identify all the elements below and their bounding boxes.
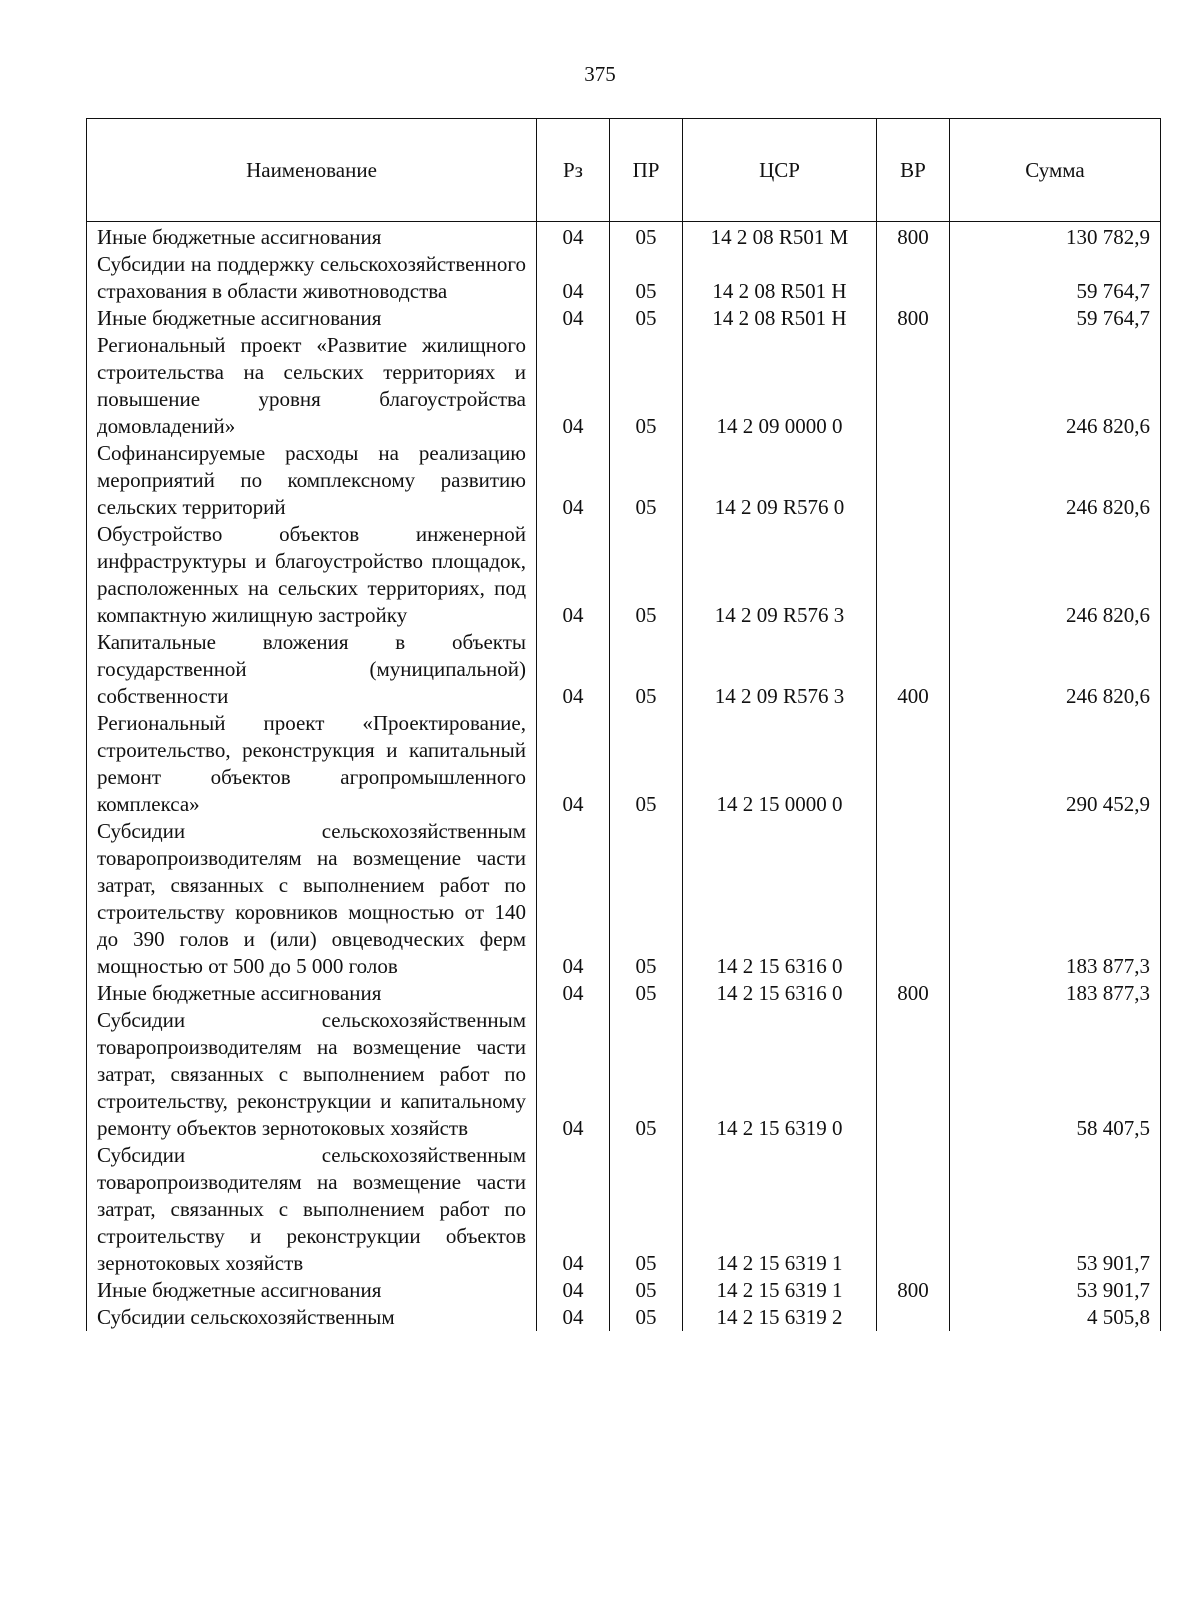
row-name: Софинансируемые расходы на реализацию мероприятий по комплексному развитию сельских территорий: [87, 440, 537, 521]
row-pr: 05: [610, 629, 683, 710]
row-csr: 14 2 15 6319 1: [683, 1277, 877, 1304]
row-name: Региональный проект «Проектирование, строительство, реконструкция и капитальный ремонт объектов агропромышленного комплекса»: [87, 710, 537, 818]
row-csr: 14 2 09 R576 3: [683, 629, 877, 710]
table-row: [87, 332, 1161, 440]
row-name: Субсидии сельскохозяйственным товаропроизводителям на возмещение части затрат, связанных с выполнением работ по строительству коровников мощностью от 140 до 390 голов и (или) овцеводческих ферм мощностью от 500 до 5 000 голов: [87, 818, 537, 980]
row-rz: 04: [537, 305, 610, 332]
header-csr: ЦСР: [683, 119, 877, 222]
row-sum: 246 820,6: [950, 629, 1161, 710]
table-row: [87, 1142, 1161, 1277]
row-name: Капитальные вложения в объекты государственной (муниципальной) собственности: [87, 629, 537, 710]
row-rz: 04: [537, 710, 610, 818]
row-csr: 14 2 15 6316 0: [683, 980, 877, 1007]
row-rz: 04: [537, 1277, 610, 1304]
row-vr: 400: [877, 629, 950, 710]
row-pr: 05: [610, 251, 683, 305]
table-header: [87, 119, 1161, 222]
row-csr: 14 2 08 R501 H: [683, 305, 877, 332]
table-row: [87, 629, 1161, 710]
header-row: [87, 119, 1161, 222]
row-pr: 05: [610, 305, 683, 332]
row-vr: [877, 440, 950, 521]
row-name: Субсидии сельскохозяйственным: [87, 1304, 537, 1331]
row-sum: 59 764,7: [950, 251, 1161, 305]
row-vr: [877, 1007, 950, 1142]
row-vr: [877, 251, 950, 305]
row-csr: 14 2 09 R576 0: [683, 440, 877, 521]
row-rz: 04: [537, 1142, 610, 1277]
row-pr: 05: [610, 818, 683, 980]
row-rz: 04: [537, 251, 610, 305]
row-csr: 14 2 09 0000 0: [683, 332, 877, 440]
row-rz: 04: [537, 440, 610, 521]
row-csr: 14 2 15 6319 0: [683, 1007, 877, 1142]
table-row: [87, 818, 1161, 980]
row-csr: 14 2 15 6316 0: [683, 818, 877, 980]
row-sum: 246 820,6: [950, 440, 1161, 521]
row-name: Субсидии сельскохозяйственным товаропроизводителям на возмещение части затрат, связанных с выполнением работ по строительству и реконструкции объектов зернотоковых хозяйств: [87, 1142, 537, 1277]
row-rz: 04: [537, 629, 610, 710]
row-vr: 800: [877, 222, 950, 252]
row-rz: 04: [537, 980, 610, 1007]
row-rz: 04: [537, 332, 610, 440]
row-pr: 05: [610, 1007, 683, 1142]
row-sum: 58 407,5: [950, 1007, 1161, 1142]
row-vr: 800: [877, 1277, 950, 1304]
row-vr: [877, 1142, 950, 1277]
row-sum: 53 901,7: [950, 1142, 1161, 1277]
row-sum: 246 820,6: [950, 521, 1161, 629]
row-csr: 14 2 09 R576 3: [683, 521, 877, 629]
header-rz: Рз: [537, 119, 610, 222]
row-sum: 53 901,7: [950, 1277, 1161, 1304]
row-pr: 05: [610, 440, 683, 521]
table-row: [87, 1007, 1161, 1142]
row-sum: 59 764,7: [950, 305, 1161, 332]
row-vr: [877, 332, 950, 440]
row-csr: 14 2 15 6319 1: [683, 1142, 877, 1277]
row-csr: 14 2 08 R501 H: [683, 251, 877, 305]
table-row: [87, 1304, 1161, 1331]
row-csr: 14 2 08 R501 M: [683, 222, 877, 252]
row-pr: 05: [610, 710, 683, 818]
row-pr: 05: [610, 980, 683, 1007]
header-pr: ПР: [610, 119, 683, 222]
table-row: [87, 440, 1161, 521]
row-pr: 05: [610, 1304, 683, 1331]
row-pr: 05: [610, 332, 683, 440]
header-name: Наименование: [87, 119, 537, 222]
table-row: [87, 980, 1161, 1007]
row-rz: 04: [537, 521, 610, 629]
row-sum: 183 877,3: [950, 980, 1161, 1007]
row-sum: 290 452,9: [950, 710, 1161, 818]
header-sum: Сумма: [950, 119, 1161, 222]
table-row: [87, 251, 1161, 305]
table-row: [87, 305, 1161, 332]
row-sum: 130 782,9: [950, 222, 1161, 252]
row-sum: 4 505,8: [950, 1304, 1161, 1331]
row-pr: 05: [610, 521, 683, 629]
row-vr: [877, 521, 950, 629]
row-vr: 800: [877, 305, 950, 332]
table-body: [87, 222, 1161, 1332]
row-csr: 14 2 15 0000 0: [683, 710, 877, 818]
table-row: [87, 710, 1161, 818]
row-vr: [877, 710, 950, 818]
row-pr: 05: [610, 222, 683, 252]
row-rz: 04: [537, 222, 610, 252]
row-name: Субсидии сельскохозяйственным товаропроизводителям на возмещение части затрат, связанных с выполнением работ по строительству, реконструкции и капитальному ремонту объектов зернотоковых хозяйств: [87, 1007, 537, 1142]
row-pr: 05: [610, 1142, 683, 1277]
row-rz: 04: [537, 818, 610, 980]
row-vr: [877, 1304, 950, 1331]
row-name: Субсидии на поддержку сельскохозяйственного страхования в области животноводства: [87, 251, 537, 305]
page-number: 375: [584, 62, 616, 86]
table-row: [87, 521, 1161, 629]
budget-table: [86, 118, 1161, 1331]
row-name: Обустройство объектов инженерной инфраструктуры и благоустройство площадок, расположенных на сельских территориях, под компактную жилищную застройку: [87, 521, 537, 629]
row-vr: [877, 818, 950, 980]
table-row: [87, 222, 1161, 252]
row-sum: 246 820,6: [950, 332, 1161, 440]
row-name: Иные бюджетные ассигнования: [87, 980, 537, 1007]
header-vr: ВР: [877, 119, 950, 222]
row-name: Региональный проект «Развитие жилищного строительства на сельских территориях и повышение уровня благоустройства домовладений»: [87, 332, 537, 440]
row-vr: 800: [877, 980, 950, 1007]
row-csr: 14 2 15 6319 2: [683, 1304, 877, 1331]
table-row: [87, 1277, 1161, 1304]
row-name: Иные бюджетные ассигнования: [87, 222, 537, 252]
row-sum: 183 877,3: [950, 818, 1161, 980]
row-name: Иные бюджетные ассигнования: [87, 1277, 537, 1304]
row-pr: 05: [610, 1277, 683, 1304]
row-rz: 04: [537, 1304, 610, 1331]
row-name: Иные бюджетные ассигнования: [87, 305, 537, 332]
row-rz: 04: [537, 1007, 610, 1142]
